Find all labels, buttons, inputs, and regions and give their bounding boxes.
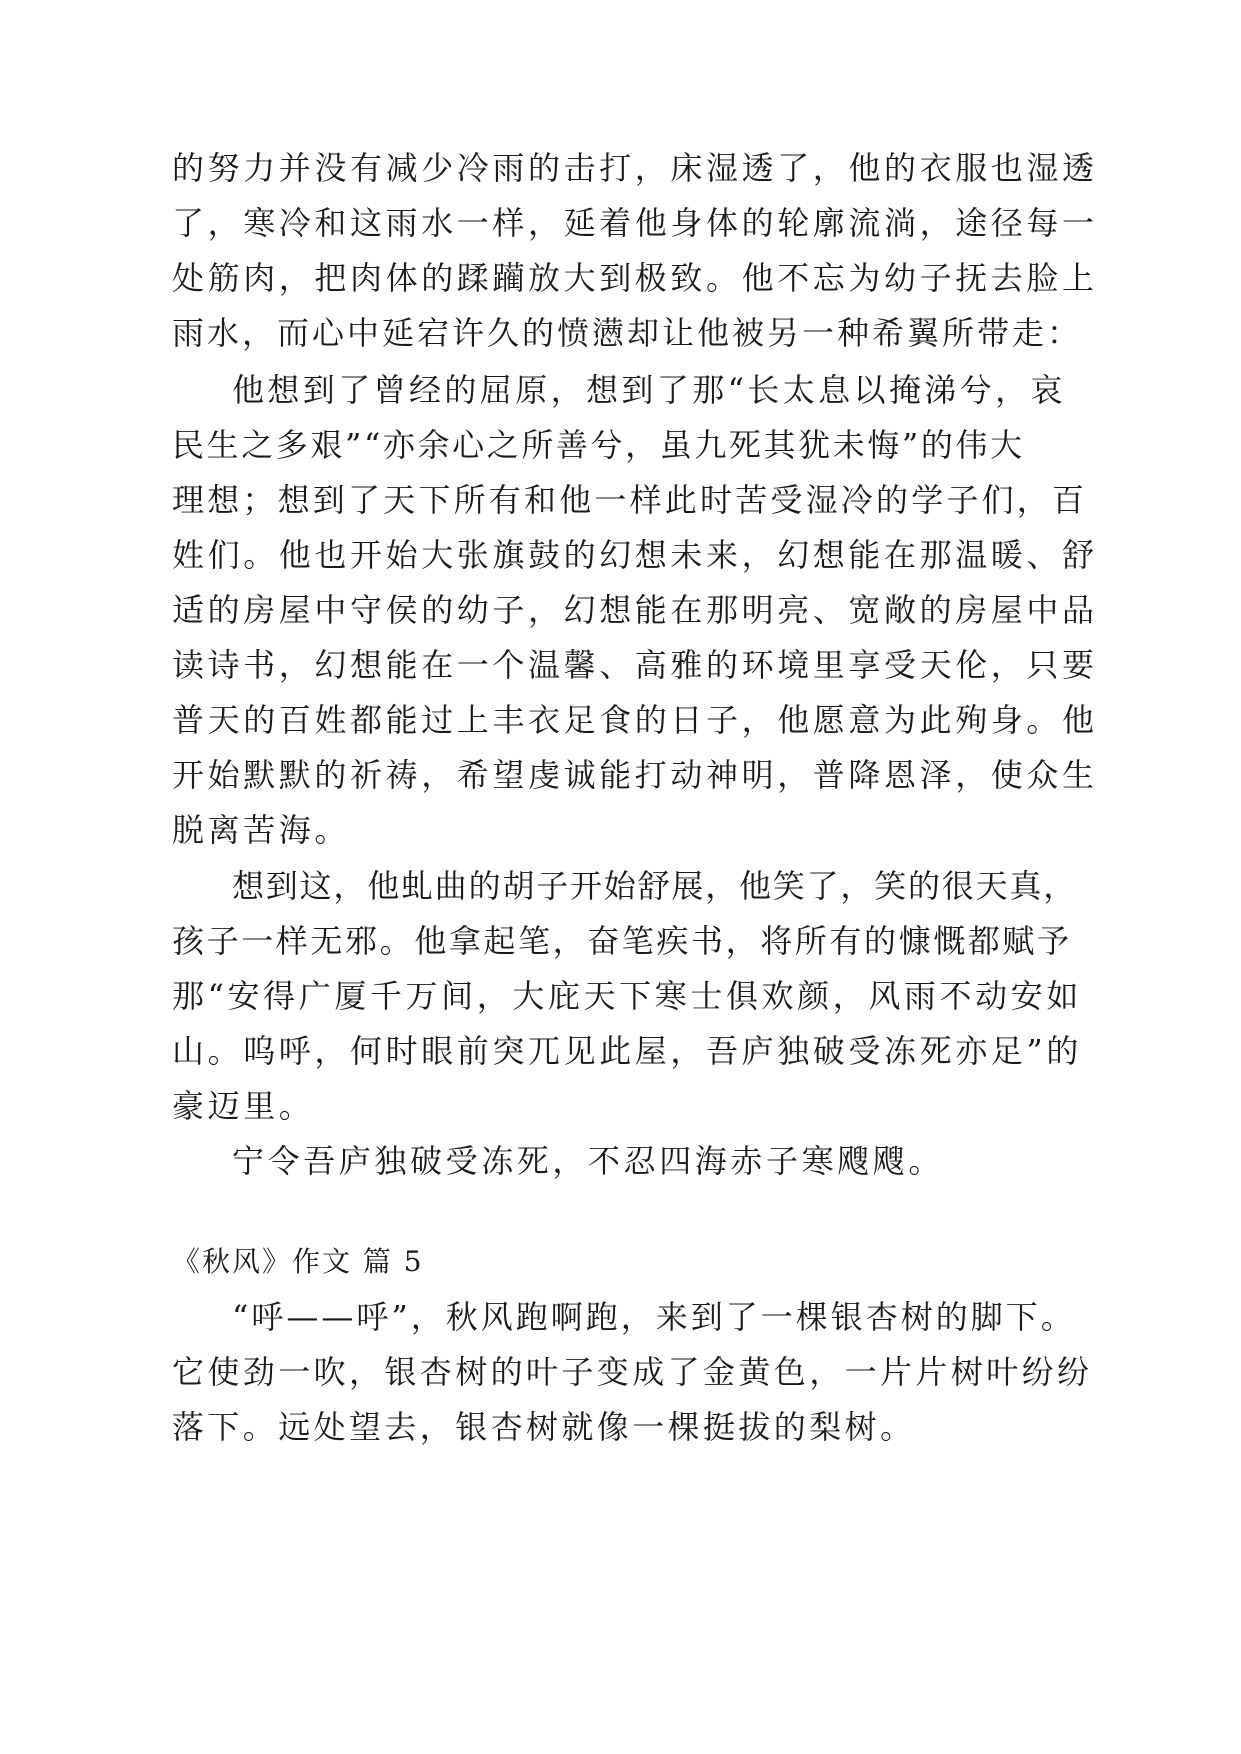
text-line: 落下。远处望去，银杏树就像一棵挺拔的梨树。 — [172, 1408, 916, 1446]
section-heading: 《秋风》作文 篇 5 — [172, 1245, 424, 1278]
text-line: 宁令吾庐独破受冻死，不忍四海赤子寒飕飕。 — [232, 1142, 945, 1180]
text-line: 的努力并没有减少冷雨的击打，床湿透了，他的衣服也湿透 — [172, 149, 1098, 187]
text-line: 民生之多艰”“亦余心之所善兮，虽九死其犹未悔”的伟大 — [172, 426, 1025, 464]
text-line: 了，寒冷和这雨水一样，延着他身体的轮廓流淌，途径每一 — [172, 204, 1098, 242]
text-line: 普天的百姓都能过上丰衣足食的日子，他愿意为此殉身。他 — [172, 701, 1098, 739]
text-line: “呼——呼”，秋风跑啊跑，来到了一棵银杏树的脚下。 — [232, 1298, 1076, 1336]
text-line: 处筋肉，把肉体的蹂躏放大到极致。他不忘为幼子抚去脸上 — [172, 259, 1098, 297]
text-line: 开始默默的祈祷，希望虔诚能打动神明，普降恩泽，使众生 — [172, 756, 1098, 794]
text-line: 适的房屋中守侯的幼子，幻想能在那明亮、宽敞的房屋中品 — [172, 591, 1098, 629]
text-line: 理想；想到了天下所有和他一样此时苦受湿冷的学子们，百 — [172, 481, 1088, 519]
text-line: 想到这，他虬曲的胡子开始舒展，他笑了，笑的很天真， — [232, 867, 1078, 905]
text-line: 脱离苦海。 — [172, 811, 351, 849]
text-line: 山。呜呼，何时眼前突兀见此屋，吾庐独破受冻死亦足”的 — [172, 1032, 1082, 1070]
text-line: 读诗书，幻想能在一个温馨、高雅的环境里享受天伦，只要 — [172, 646, 1098, 684]
text-line: 雨水，而心中延宕许久的愤懑却让他被另一种希翼所带走： — [172, 314, 1083, 352]
text-line: 豪迈里。 — [172, 1087, 315, 1125]
text-line: 孩子一样无邪。他拿起笔，奋笔疾书，将所有的慷慨都赋予 — [172, 922, 1072, 960]
text-line: 姓们。他也开始大张旗鼓的幻想未来，幻想能在那温暖、舒 — [172, 536, 1098, 574]
text-line: 那“安得广厦千万间，大庇天下寒士俱欢颜，风雨不动安如 — [172, 977, 1082, 1015]
text-line: 它使劲一吹，银杏树的叶子变成了金黄色，一片片树叶纷纷 — [172, 1353, 1093, 1391]
text-line: 他想到了曾经的屈原，想到了那“长太息以掩涕兮，哀 — [232, 371, 1066, 409]
